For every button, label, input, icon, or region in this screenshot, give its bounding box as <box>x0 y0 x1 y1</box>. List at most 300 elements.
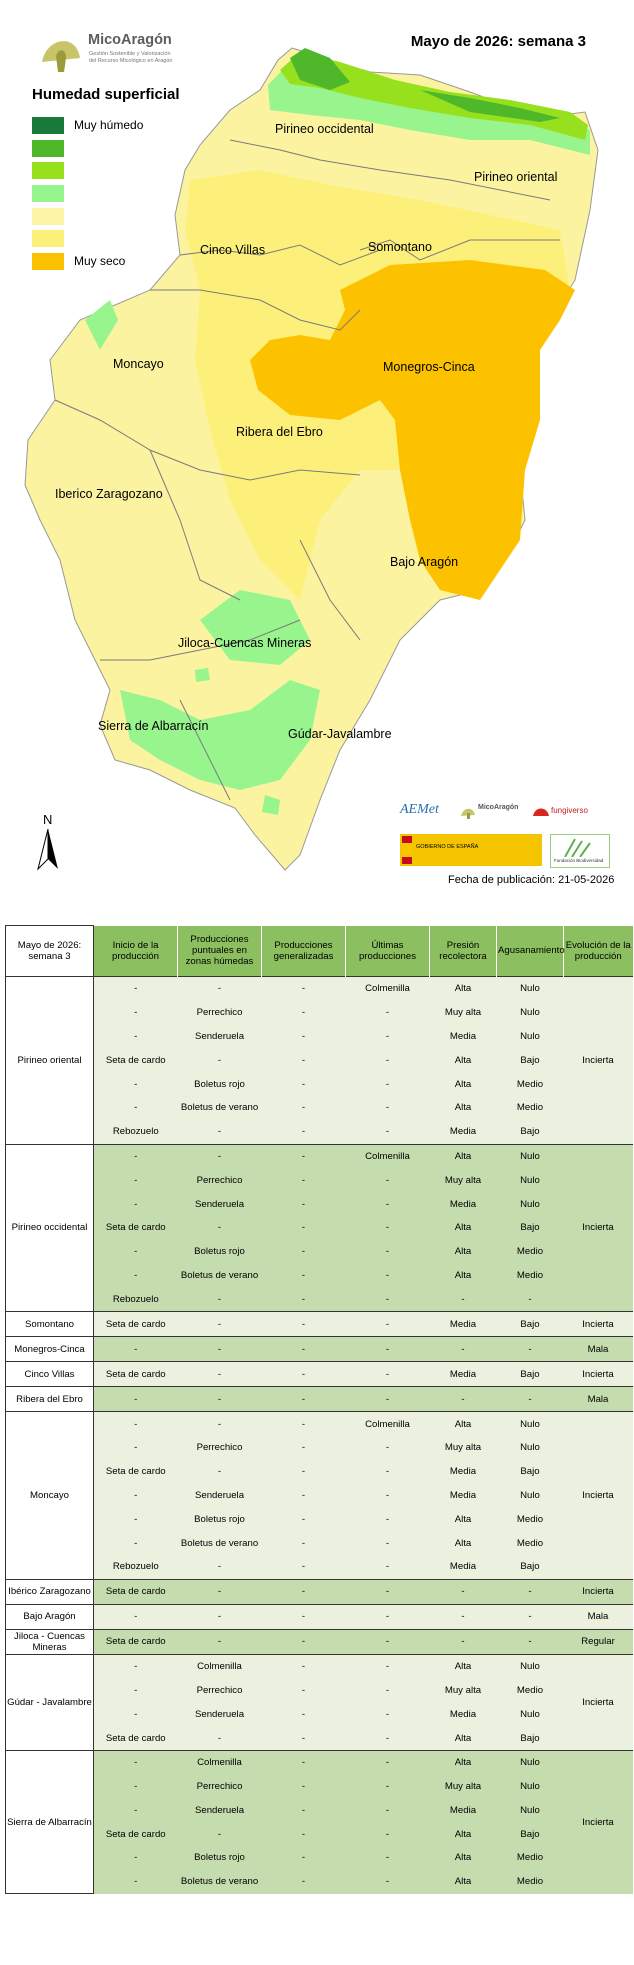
table-cell: - <box>178 1555 262 1579</box>
table-cell: - <box>346 1799 430 1823</box>
table-cell: Bajo <box>497 1460 564 1484</box>
column-header: Producciones generalizadas <box>262 926 346 977</box>
table-cell: - <box>346 1387 430 1412</box>
table-cell: - <box>94 1531 178 1555</box>
table-cell: - <box>497 1287 564 1311</box>
table-row <box>6 1750 633 1774</box>
table-cell: - <box>346 1654 430 1678</box>
table-cell: Bajo <box>497 1120 564 1144</box>
table-cell: - <box>94 1144 178 1168</box>
table-cell: - <box>262 1048 346 1072</box>
table-cell: Alta <box>430 1144 497 1168</box>
table-cell: - <box>346 1362 430 1387</box>
table-cell: - <box>178 1048 262 1072</box>
table-cell: Alta <box>430 1264 497 1288</box>
table-row <box>6 1654 633 1678</box>
table-cell: Media <box>430 1120 497 1144</box>
table-cell: Perrechico <box>178 1679 262 1703</box>
legend-label: Muy seco <box>74 254 126 268</box>
table-cell: - <box>346 1579 430 1604</box>
table-cell: Bajo <box>497 1312 564 1337</box>
table-cell: - <box>262 1096 346 1120</box>
table-cell: Rebozuelo <box>94 1287 178 1311</box>
table-cell: - <box>346 1679 430 1703</box>
gobierno-espana-logo <box>400 834 542 866</box>
table-cell: - <box>178 1216 262 1240</box>
north-label: N <box>43 812 53 827</box>
table-row <box>6 1240 633 1264</box>
legend-label: Muy húmedo <box>74 118 144 132</box>
table-cell: - <box>94 1870 178 1894</box>
table-cell: Medio <box>497 1846 564 1870</box>
table-cell: Media <box>430 1460 497 1484</box>
table-cell: - <box>346 1240 430 1264</box>
table-cell: - <box>430 1629 497 1654</box>
table-cell: Senderuela <box>178 1192 262 1216</box>
table-cell: Alta <box>430 1048 497 1072</box>
table-cell: - <box>94 1168 178 1192</box>
table-row <box>6 1048 633 1072</box>
table-cell: Alta <box>430 977 497 1001</box>
table-row <box>6 1726 633 1750</box>
table-cell: Boletus de verano <box>178 1531 262 1555</box>
table-row <box>6 1870 633 1894</box>
region-label-jiloca: Jiloca-Cuencas Mineras <box>178 636 312 650</box>
table-row <box>6 1799 633 1823</box>
table-cell: Alta <box>430 1726 497 1750</box>
evolution-cell: Incierta <box>564 1412 633 1580</box>
table-cell: Seta de cardo <box>94 1216 178 1240</box>
table-cell: Perrechico <box>178 1168 262 1192</box>
legend-swatch <box>32 185 64 202</box>
table-cell: Muy alta <box>430 1679 497 1703</box>
table-row <box>6 1072 633 1096</box>
region-label-sierra-albarracin: Sierra de Albarracín <box>98 719 209 733</box>
table-row <box>6 1679 633 1703</box>
fungiverso-logo: fungiverso <box>551 806 588 815</box>
table-cell: - <box>262 1144 346 1168</box>
table-cell: Senderuela <box>178 1484 262 1508</box>
table-cell: - <box>346 1629 430 1654</box>
evolution-cell: Incierta <box>564 1579 633 1604</box>
legend-title: Humedad superficial <box>32 86 180 103</box>
region-label-cinco-villas: Cinco Villas <box>200 243 266 257</box>
region-label-bajo-aragon: Bajo Aragón <box>390 555 459 569</box>
table-cell: - <box>346 1555 430 1579</box>
table-cell: Medio <box>497 1507 564 1531</box>
table-cell: Medio <box>497 1679 564 1703</box>
table-row <box>6 1120 633 1144</box>
logo-name: MicoAragón <box>88 32 172 48</box>
table-cell: Colmenilla <box>346 1144 430 1168</box>
table-cell: - <box>262 1337 346 1362</box>
legend-item <box>32 208 232 226</box>
evolution-cell: Mala <box>564 1387 633 1412</box>
region-name-cell: Ibérico Zaragozano <box>6 1579 94 1604</box>
logo-tagline-2: del Recurso Micológico en Aragón <box>89 58 173 64</box>
table-cell: Muy alta <box>430 1436 497 1460</box>
table-cell: - <box>262 1531 346 1555</box>
table-cell: Media <box>430 1555 497 1579</box>
table-cell: Alta <box>430 1870 497 1894</box>
table-cell: - <box>262 1507 346 1531</box>
table-cell: Alta <box>430 1240 497 1264</box>
table-cell: Alta <box>430 1072 497 1096</box>
table-cell: Medio <box>497 1264 564 1288</box>
table-cell: - <box>178 1337 262 1362</box>
table-row <box>6 1216 633 1240</box>
table-cell: - <box>346 1072 430 1096</box>
legend-swatch <box>32 208 64 225</box>
fundacion-biodiversidad-logo <box>550 834 610 868</box>
table-cell: - <box>262 1312 346 1337</box>
table-cell: - <box>262 1579 346 1604</box>
table-cell: Media <box>430 1025 497 1049</box>
table-cell: Boletus de verano <box>178 1264 262 1288</box>
table-cell: Colmenilla <box>346 1412 430 1436</box>
table-row <box>6 1531 633 1555</box>
legend-swatch <box>32 162 64 179</box>
table-cell: - <box>94 1799 178 1823</box>
table-cell: Nulo <box>497 1025 564 1049</box>
region-name-cell: Pirineo occidental <box>6 1144 94 1312</box>
table-cell: Alta <box>430 1096 497 1120</box>
table-cell: - <box>346 1870 430 1894</box>
table-row <box>6 1025 633 1049</box>
column-header: Evolución de la producción <box>564 926 633 977</box>
table-cell: - <box>346 1702 430 1726</box>
table-cell: - <box>262 1460 346 1484</box>
table-cell: - <box>346 1025 430 1049</box>
region-name-cell: Gúdar - Javalambre <box>6 1654 94 1750</box>
table-cell: Media <box>430 1484 497 1508</box>
evolution-cell: Incierta <box>564 977 633 1145</box>
evolution-cell: Mala <box>564 1337 633 1362</box>
legend-swatch <box>32 140 64 157</box>
partner-logos <box>398 800 610 870</box>
table-cell: Perrechico <box>178 1001 262 1025</box>
table-row <box>6 1096 633 1120</box>
table-cell: Nulo <box>497 1484 564 1508</box>
table-body <box>6 977 633 1894</box>
table-cell: Nulo <box>497 977 564 1001</box>
fundacion-biodiversidad-text: Fundación Biodiversidad <box>554 858 604 863</box>
aemet-logo: AEMet <box>400 802 439 817</box>
table-cell: - <box>178 1604 262 1629</box>
table-cell: - <box>94 1240 178 1264</box>
table-cell: - <box>430 1287 497 1311</box>
table-cell: Nulo <box>497 1799 564 1823</box>
table-cell: - <box>346 1216 430 1240</box>
table-cell: Seta de cardo <box>94 1579 178 1604</box>
table-cell: - <box>262 1192 346 1216</box>
table-cell: Bajo <box>497 1216 564 1240</box>
region-label-iberico-zaragozano: Iberico Zaragozano <box>55 487 163 501</box>
table-cell: - <box>262 1216 346 1240</box>
table-row <box>6 1579 633 1604</box>
map-panel <box>0 0 634 900</box>
table-row <box>6 1604 633 1629</box>
table-cell: - <box>262 1702 346 1726</box>
table-cell: Alta <box>430 1846 497 1870</box>
table-cell: - <box>346 1264 430 1288</box>
table-row <box>6 1629 633 1654</box>
gobierno-espana-text: GOBIERNO DE ESPAÑA <box>416 844 479 850</box>
table-cell: - <box>346 1846 430 1870</box>
region-name-cell: Bajo Aragón <box>6 1604 94 1629</box>
table-cell: - <box>262 1362 346 1387</box>
table-cell: - <box>178 1144 262 1168</box>
table-row <box>6 1337 633 1362</box>
table-cell: Nulo <box>497 1436 564 1460</box>
table-cell: Bajo <box>497 1555 564 1579</box>
table-cell: Media <box>430 1362 497 1387</box>
table-cell: Nulo <box>497 1775 564 1799</box>
micoaragon-logo <box>38 28 188 76</box>
table-row <box>6 1192 633 1216</box>
table-cell: - <box>346 1775 430 1799</box>
table-corner-label: Mayo de 2026: semana 3 <box>6 926 94 977</box>
table-row <box>6 1387 633 1412</box>
region-name-cell: Cinco Villas <box>6 1362 94 1387</box>
table-cell: - <box>94 1702 178 1726</box>
table-cell: - <box>178 1629 262 1654</box>
table-cell: - <box>94 1846 178 1870</box>
table-row <box>6 1460 633 1484</box>
table-cell: Media <box>430 1312 497 1337</box>
region-name-cell: Moncayo <box>6 1412 94 1580</box>
table-cell: Medio <box>497 1870 564 1894</box>
legend-item <box>32 162 232 180</box>
table-row <box>6 977 633 1001</box>
table-cell: Seta de cardo <box>94 1629 178 1654</box>
table-cell: - <box>346 1726 430 1750</box>
table-cell: Media <box>430 1799 497 1823</box>
table-cell: Nulo <box>497 1412 564 1436</box>
column-header: Últimas producciones <box>346 926 430 977</box>
table-cell: - <box>262 1436 346 1460</box>
table-cell: - <box>346 1337 430 1362</box>
table-cell: - <box>346 1822 430 1846</box>
table-cell: - <box>178 1287 262 1311</box>
table-cell: - <box>262 1604 346 1629</box>
table-cell: - <box>94 1679 178 1703</box>
table-cell: - <box>178 1387 262 1412</box>
table-cell: - <box>262 977 346 1001</box>
table-row <box>6 1287 633 1311</box>
legend-swatch <box>32 230 64 247</box>
legend-item <box>32 117 232 135</box>
table-cell: Senderuela <box>178 1025 262 1049</box>
table-cell: Muy alta <box>430 1775 497 1799</box>
table-cell: - <box>430 1337 497 1362</box>
legend-swatch <box>32 117 64 134</box>
table-cell: Bajo <box>497 1822 564 1846</box>
table-cell: - <box>346 1192 430 1216</box>
table-cell: Alta <box>430 1507 497 1531</box>
table-cell: Alta <box>430 1654 497 1678</box>
table-cell: - <box>94 1072 178 1096</box>
table-cell: - <box>262 1264 346 1288</box>
table-cell: - <box>94 1001 178 1025</box>
table-cell: - <box>262 1240 346 1264</box>
table-cell: - <box>178 1312 262 1337</box>
micoaragon-small-icon <box>460 804 476 820</box>
table-cell: Colmenilla <box>346 977 430 1001</box>
table-cell: - <box>94 1436 178 1460</box>
table-cell: Senderuela <box>178 1799 262 1823</box>
table-cell: - <box>94 1337 178 1362</box>
table-cell: - <box>94 1775 178 1799</box>
table-cell: - <box>497 1629 564 1654</box>
region-label-pirineo-oriental: Pirineo oriental <box>474 170 558 184</box>
table-cell: - <box>94 1604 178 1629</box>
table-cell: Boletus rojo <box>178 1072 262 1096</box>
table-cell: - <box>430 1387 497 1412</box>
table-cell: Rebozuelo <box>94 1555 178 1579</box>
table-cell: Nulo <box>497 1001 564 1025</box>
mushroom-logo-icon <box>38 28 84 74</box>
table-cell: - <box>94 977 178 1001</box>
table-cell: - <box>262 1750 346 1774</box>
table-cell: - <box>94 1484 178 1508</box>
table-row <box>6 1001 633 1025</box>
table-cell: - <box>346 1120 430 1144</box>
table-cell: - <box>94 1654 178 1678</box>
table-row <box>6 1846 633 1870</box>
region-name-cell: Jiloca - Cuencas Mineras <box>6 1629 94 1654</box>
map-title: Mayo de 2026: semana 3 <box>410 33 586 50</box>
north-arrow <box>36 812 60 872</box>
region-name-cell: Pirineo oriental <box>6 977 94 1145</box>
column-header: Presión recolectora <box>430 926 497 977</box>
region-name-cell: Sierra de Albarracín <box>6 1750 94 1893</box>
table-cell: Perrechico <box>178 1436 262 1460</box>
table-row <box>6 1168 633 1192</box>
table-cell: Muy alta <box>430 1168 497 1192</box>
table-cell: Boletus rojo <box>178 1507 262 1531</box>
table-cell: - <box>346 1484 430 1508</box>
table-cell: - <box>178 1120 262 1144</box>
region-name-cell: Ribera del Ebro <box>6 1387 94 1412</box>
table-cell: - <box>346 1096 430 1120</box>
table-cell: - <box>497 1579 564 1604</box>
table-cell: Medio <box>497 1240 564 1264</box>
evolution-cell: Incierta <box>564 1654 633 1750</box>
table-cell: Muy alta <box>430 1001 497 1025</box>
table-cell: - <box>430 1579 497 1604</box>
table-cell: - <box>346 1604 430 1629</box>
table-cell: Nulo <box>497 1654 564 1678</box>
table-cell: - <box>94 1025 178 1049</box>
fungiverso-icon <box>532 804 550 820</box>
table-cell: - <box>262 1555 346 1579</box>
north-arrow-icon <box>36 829 60 871</box>
table-cell: - <box>262 1387 346 1412</box>
table-cell: Senderuela <box>178 1702 262 1726</box>
table-cell: - <box>94 1412 178 1436</box>
table-cell: Nulo <box>497 1192 564 1216</box>
table-cell: Nulo <box>497 1702 564 1726</box>
table-cell: Boletus rojo <box>178 1846 262 1870</box>
table-row <box>6 1312 633 1337</box>
table-row <box>6 1264 633 1288</box>
table-cell: - <box>178 977 262 1001</box>
table-cell: Rebozuelo <box>94 1120 178 1144</box>
legend-item <box>32 140 232 158</box>
column-header: Agusanamiento <box>497 926 564 977</box>
table-cell: Colmenilla <box>178 1750 262 1774</box>
table-cell: - <box>94 1096 178 1120</box>
region-label-gudar-javalambre: Gúdar-Javalambre <box>288 727 392 741</box>
region-label-ribera-del-ebro: Ribera del Ebro <box>236 425 323 439</box>
table-header-row <box>6 926 633 977</box>
table-cell: - <box>497 1604 564 1629</box>
region-name-cell: Monegros-Cinca <box>6 1337 94 1362</box>
table-cell: - <box>346 1750 430 1774</box>
table-cell: Perrechico <box>178 1775 262 1799</box>
table-cell: Seta de cardo <box>94 1822 178 1846</box>
table-cell: - <box>346 1312 430 1337</box>
table-cell: Boletus rojo <box>178 1240 262 1264</box>
table-cell: - <box>497 1387 564 1412</box>
publication-date: Fecha de publicación: 21-05-2026 <box>448 874 615 886</box>
table-cell: Alta <box>430 1216 497 1240</box>
table-cell: Media <box>430 1192 497 1216</box>
table-cell: - <box>262 1120 346 1144</box>
table-cell: Medio <box>497 1096 564 1120</box>
table-cell: - <box>178 1579 262 1604</box>
table-row <box>6 1702 633 1726</box>
table-cell: Boletus de verano <box>178 1870 262 1894</box>
table-cell: - <box>262 1168 346 1192</box>
table-cell: Medio <box>497 1072 564 1096</box>
table-cell: Seta de cardo <box>94 1048 178 1072</box>
micoaragon-small-logo: MicoAragón <box>478 804 519 811</box>
table-cell: - <box>346 1168 430 1192</box>
region-label-somontano: Somontano <box>368 240 432 254</box>
table-cell: - <box>262 1799 346 1823</box>
table-cell: - <box>262 1412 346 1436</box>
table-cell: Nulo <box>497 1168 564 1192</box>
table-cell: Seta de cardo <box>94 1362 178 1387</box>
logo-tagline-1: Gestión Sostenible y Valorización <box>89 51 171 57</box>
region-label-moncayo: Moncayo <box>113 357 164 371</box>
table-cell: - <box>497 1337 564 1362</box>
table-cell: Alta <box>430 1750 497 1774</box>
table-cell: - <box>262 1287 346 1311</box>
table-cell: - <box>94 1387 178 1412</box>
table-cell: - <box>178 1822 262 1846</box>
table-cell: - <box>346 1287 430 1311</box>
column-header: Producciones puntuales en zonas húmedas <box>178 926 262 977</box>
column-header: Inicio de la producción <box>94 926 178 977</box>
table-cell: Seta de cardo <box>94 1312 178 1337</box>
table-cell: - <box>178 1412 262 1436</box>
table-row <box>6 1555 633 1579</box>
table-cell: - <box>262 1001 346 1025</box>
table-cell: - <box>178 1726 262 1750</box>
table-cell: Seta de cardo <box>94 1726 178 1750</box>
table-cell: Boletus de verano <box>178 1096 262 1120</box>
table-cell: - <box>262 1484 346 1508</box>
table-cell: - <box>262 1870 346 1894</box>
evolution-cell: Mala <box>564 1604 633 1629</box>
region-label-monegros-cinca: Monegros-Cinca <box>383 360 475 374</box>
legend-swatch <box>32 253 64 270</box>
table-row <box>6 1775 633 1799</box>
table-cell: Bajo <box>497 1048 564 1072</box>
